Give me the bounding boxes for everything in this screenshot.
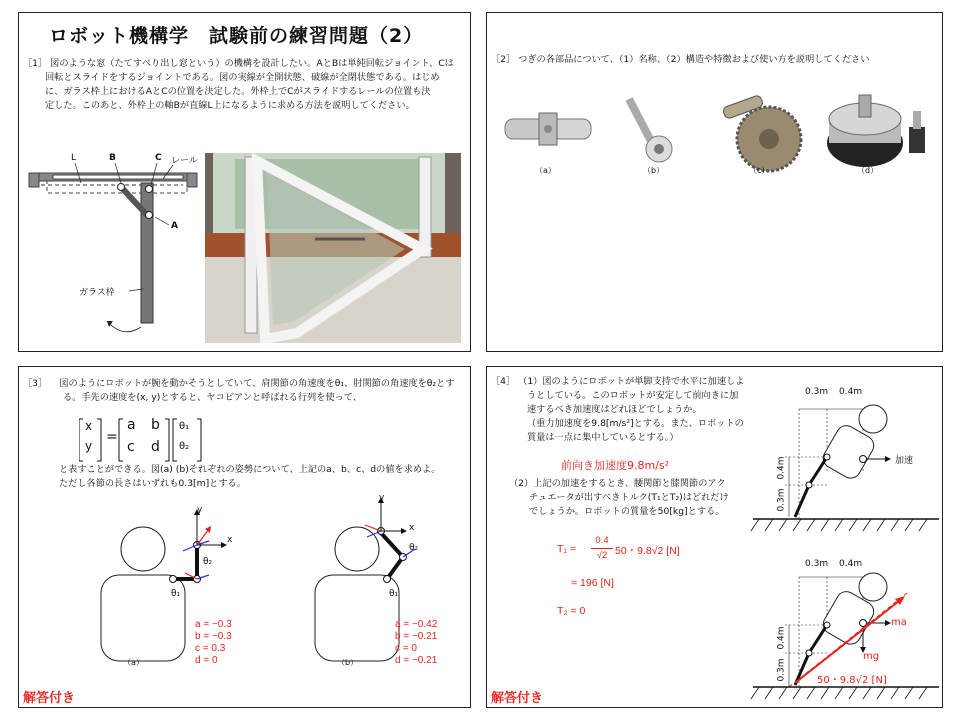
- label-C: C: [155, 153, 162, 163]
- theta1-label-b: θ₁: [389, 589, 399, 599]
- matrix-c: c: [127, 439, 135, 455]
- label-ground-force: 50・9.8√2 [N]: [817, 675, 887, 686]
- dim-bottom-height-0.3m: 0.3m: [776, 658, 787, 682]
- answer-d-value: d = 0: [195, 655, 218, 666]
- answer-included-badge: 解答付き: [491, 691, 544, 706]
- axis-y-label-b: y: [379, 493, 385, 503]
- label-ma: ma: [891, 617, 907, 628]
- q3-line: る。手先の速度を(x, y)とすると、ヤコビアンと呼ばれる行列を使って、: [63, 392, 362, 403]
- question-3-text: [23, 377, 469, 405]
- question-4-1-text: [491, 375, 753, 445]
- window-photo: [205, 153, 461, 343]
- answer-1-acceleration: 前向き加速度9.8m/s²: [561, 459, 670, 472]
- t1-result: = 196 [N]: [571, 577, 614, 589]
- matrix-ydot: y: [85, 439, 93, 453]
- axis-y-label-a: y: [197, 505, 203, 515]
- answer-d-value: d = −0.21: [395, 655, 438, 666]
- dim-top-0.4m: 0.4m: [839, 387, 863, 397]
- q3-line: ［3］ 図のようにロボットが腕を動かそうとしていて、肩関節の角速度をθ₁、肘関節の角速度をθ₂とす: [23, 378, 455, 389]
- t1-rhs: 50・9.8√2 [N]: [615, 545, 680, 557]
- matrix-d: d: [151, 439, 160, 455]
- dim-top-height-0.4m: 0.4m: [776, 456, 787, 480]
- q1-line: ［1］ 図のような窓（たてすべり出し窓という）の機構を設計したい。AとBは単純回転ジョイント、Cは: [23, 58, 454, 69]
- q1-line: 定した。このあと、外枠上の軸Bが直線L上になるように求める方法を説明してください。: [45, 100, 415, 111]
- q4-line: （重力加速度を9.8[m/s²]とする。また、ロボットの: [527, 418, 744, 429]
- answers-figure-a: [195, 619, 232, 667]
- q4-line: ［4］ （1）図のようにロボットが単脚支持で水平に加速しよ: [491, 376, 745, 387]
- matrix-theta2dot: θ₂: [179, 441, 190, 452]
- matrix-equals: =: [106, 429, 118, 445]
- caption-b: （b）: [643, 166, 665, 175]
- q4-line: うとしている。このロボットが安定して前向きに加: [527, 390, 739, 401]
- caption-d: （d）: [857, 166, 879, 175]
- fraction-numerator: 0.4: [595, 535, 609, 546]
- matrix-a: a: [127, 417, 136, 433]
- q1-line: 回転とスライドをするジョイントである。図の実線が全開状態、破線が全閉状態である。はじめ: [45, 72, 440, 83]
- photo-worm-gear: [719, 93, 809, 173]
- jacobian-equation: [79, 417, 219, 463]
- label-A: A: [171, 221, 178, 231]
- question-1-text: [23, 57, 469, 113]
- label-acceleration: 加速: [895, 456, 914, 466]
- answer-a-value: a = −0.3: [195, 619, 232, 630]
- q4-line: 質量は一点に集中しているとする。）: [527, 432, 679, 443]
- photo-rod-end: [617, 89, 687, 169]
- slide-window-mechanism: [18, 12, 471, 352]
- matrix-theta1dot: θ₁: [179, 421, 190, 432]
- q4-line: チュエータが出すべきトルク(T₁とT₂)はどれだけ: [529, 492, 729, 503]
- theta1-label-a: θ₁: [171, 589, 181, 599]
- label-B: B: [109, 153, 116, 163]
- answer-b-value: b = −0.21: [395, 631, 438, 642]
- slide-robot-acceleration: [486, 366, 943, 708]
- answer-c-value: c = 0: [395, 643, 417, 654]
- dim-top-0.3m: 0.3m: [805, 387, 829, 397]
- caption-a: （a）: [535, 166, 556, 175]
- page-title: ロボット機構学 試験前の練習問題（2）: [49, 25, 424, 47]
- photo-rotary-encoder: [823, 87, 933, 177]
- q4-line: （2）上記の加速をするとき、腰関節と膝関節のアク: [509, 478, 726, 489]
- q3-line: と表すことができる。図(a) (b)それぞれの姿勢について、上記のa、b、c、dの値を求めよ。: [59, 464, 441, 475]
- matrix-b: b: [151, 417, 160, 433]
- q4-line: 速するべき加速度はどれほどでしょうか。: [527, 404, 702, 415]
- t2-value: T₂ = 0: [557, 605, 586, 617]
- label-mg: mg: [863, 651, 880, 662]
- question-3-text-2: [59, 463, 469, 491]
- robot-arm-figure-a: [97, 493, 257, 663]
- dim-bottom-0.3m: 0.3m: [805, 559, 829, 569]
- robot-arm-figure-b: [311, 493, 471, 663]
- slide-jacobian-question: [18, 366, 471, 708]
- label-glass-frame: ガラス枠: [79, 288, 115, 298]
- axis-x-label-b: x: [409, 523, 415, 533]
- figure-caption-a: （a）: [123, 658, 144, 667]
- caption-c: （c）: [749, 166, 770, 175]
- dim-top-height-0.3m: 0.3m: [776, 488, 787, 512]
- label-L: L: [71, 153, 77, 163]
- theta2-label-a: θ₂: [203, 557, 213, 567]
- fraction-bar: [591, 548, 613, 549]
- answers-figure-b: [395, 619, 437, 667]
- figure-caption-b: （b）: [337, 658, 359, 667]
- fraction-denominator: √2: [596, 550, 608, 561]
- answer-b-value: b = −0.3: [195, 631, 232, 642]
- slide-parts-question: [486, 12, 943, 352]
- photo-universal-joint: [503, 99, 593, 159]
- question-2-text: ［2］ つぎの各部品について、（1）名称、（2）構造や特徴および使い方を説明してください: [491, 54, 870, 65]
- q3-line: ただし各節の長さはいずれも0.3[m]とする。: [59, 478, 246, 489]
- answer-included-badge: 解答付き: [23, 691, 76, 706]
- matrix-xdot: x: [85, 419, 93, 433]
- q4-line: でしょうか。ロボットの質量を50[kg]とする。: [529, 506, 725, 517]
- label-rail: レール: [171, 156, 198, 166]
- answer-a-value: a = −0.42: [395, 619, 438, 630]
- answer-c-value: c = 0.3: [195, 643, 226, 654]
- theta2-label-b: θ₂: [409, 543, 419, 553]
- q1-line: に、ガラス枠上におけるAとCの位置を決定した。外枠上でCがスライドするレールの位置も決: [45, 86, 431, 97]
- axis-x-label-a: x: [227, 535, 233, 545]
- dim-bottom-height-0.4m: 0.4m: [776, 626, 787, 650]
- t1-lhs: T₁ =: [557, 543, 577, 555]
- question-4-2-text: [509, 477, 759, 519]
- window-mechanism-diagram: [23, 149, 209, 349]
- dim-bottom-0.4m: 0.4m: [839, 559, 863, 569]
